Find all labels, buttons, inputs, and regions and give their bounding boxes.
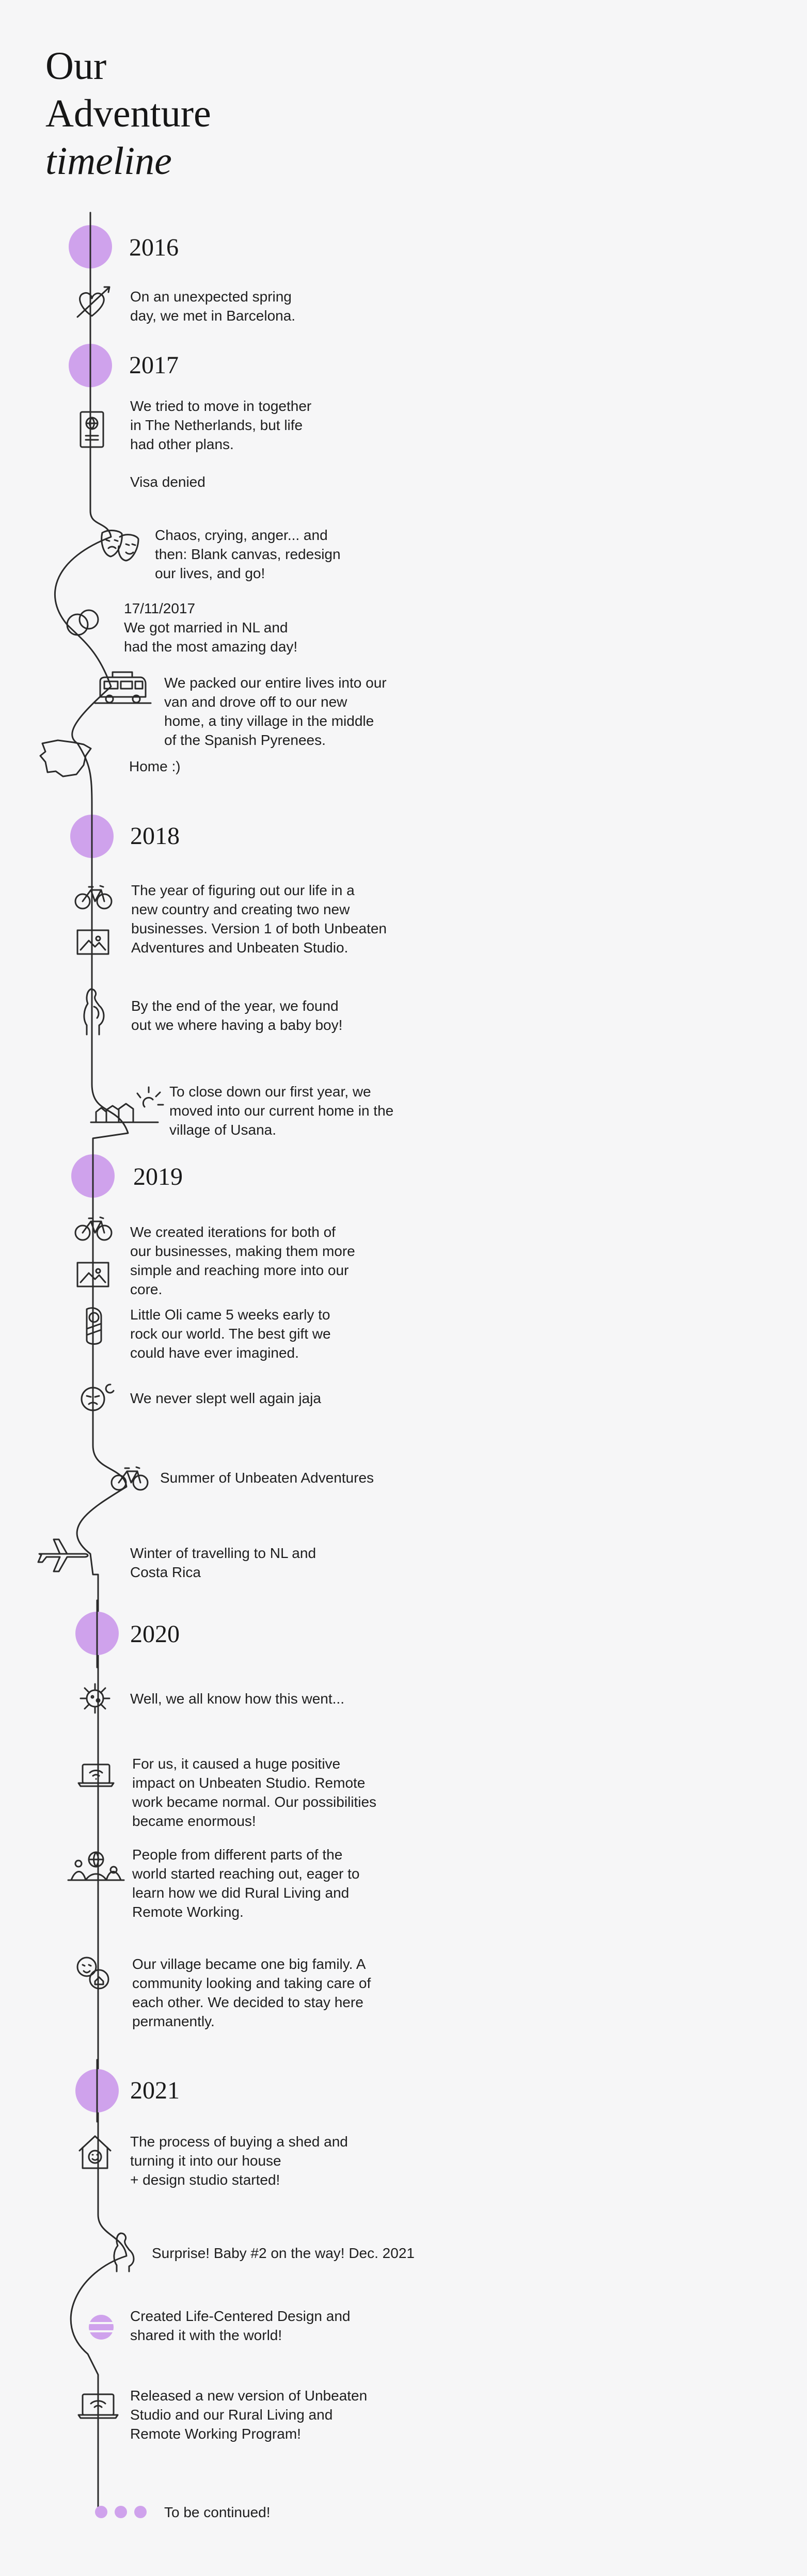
- event-text: By the end of the year, we found out we where having a baby boy!: [131, 998, 343, 1033]
- event-text: We packed our entire lives into our van and drove off to our new home, a tiny village in the middle of the Spanish Pyrenees.: [164, 675, 387, 748]
- year-label: 2017: [129, 352, 179, 379]
- life-centered-icon: [89, 2315, 114, 2340]
- event-text: Well, we all know how this went...: [130, 1691, 344, 1707]
- drama-masks-icon: [102, 531, 138, 561]
- year-label: 2018: [130, 822, 180, 850]
- wedding-rings-icon: [67, 610, 98, 635]
- year-label: 2021: [130, 2077, 180, 2104]
- event-text: We tried to move in together in The Netherlands, but life had other plans.: [130, 398, 312, 452]
- image-frame-icon: [77, 930, 108, 954]
- event-text: 17/11/2017 We got married in NL and had the most amazing day!: [124, 600, 298, 655]
- year-label: 2019: [133, 1163, 183, 1190]
- event-text: Visa denied: [130, 474, 205, 490]
- event-text: We never slept well again jaja: [130, 1390, 321, 1406]
- event-text: Home :): [129, 758, 181, 774]
- heart-arrow-icon: [77, 287, 109, 317]
- spain-map-icon: [40, 740, 91, 776]
- virus-icon: [81, 1684, 109, 1713]
- bicycle-icon: [112, 1467, 148, 1490]
- event-text: The process of buying a shed and turning it into our house + design studio started!: [130, 2134, 348, 2188]
- bicycle-icon: [75, 886, 112, 909]
- laptop-wifi-icon: [78, 1764, 114, 1786]
- event-text: Surprise! Baby #2 on the way! Dec. 2021: [152, 2245, 415, 2261]
- event-text: Winter of travelling to NL and Costa Rica: [130, 1545, 317, 1580]
- event-text: We created iterations for both of our businesses, making them more simple and reaching more into our core.: [130, 1224, 355, 1297]
- village-sunrise-icon: [91, 1087, 163, 1122]
- event-text: To close down our first year, we moved into our current home in the village of Usana.: [169, 1084, 394, 1138]
- house-smile-icon: [80, 2136, 110, 2168]
- title-line-1: Our: [45, 44, 107, 88]
- pregnancy-icon: [114, 2233, 134, 2271]
- event-text: For us, it caused a huge positive impact on Unbeaten Studio. Remote work became normal. Our possibilities became enormous!: [132, 1756, 377, 1829]
- event-text: Chaos, crying, anger... and then: Blank canvas, redesign our lives, and go!: [155, 527, 341, 581]
- year-label: 2016: [129, 234, 179, 261]
- passport-icon: [81, 412, 103, 447]
- event-text: The year of figuring out our life in a new country and creating two new businesses. Version 1 of both Unbeaten Adventures and Unbeaten Studio.: [131, 882, 387, 956]
- event-text: Summer of Unbeaten Adventures: [160, 1470, 374, 1486]
- event-text: People from different parts of the world started reaching out, eager to learn how we did Rural Living and Remote Working.: [132, 1847, 360, 1920]
- pregnancy-icon: [84, 989, 104, 1035]
- timeline-line: [55, 213, 128, 2509]
- event-text: To be continued!: [164, 2504, 271, 2520]
- title-line-2: Adventure: [45, 92, 211, 135]
- baby-icon: [87, 1308, 101, 1344]
- people-globe-icon: [68, 1852, 124, 1880]
- title-line-3: timeline: [45, 139, 172, 183]
- event-text: Little Oli came 5 weeks early to rock our world. The best gift we could have ever imagined.: [130, 1307, 331, 1361]
- event-text: Our village became one big family. A community looking and taking care of each other. We decided to stay here permanently.: [132, 1956, 371, 2029]
- dots-icon: [95, 2506, 147, 2518]
- community-icon: [77, 1958, 108, 1989]
- year-label: 2020: [130, 1620, 180, 1648]
- event-text: On an unexpected spring day, we met in Barcelona.: [130, 289, 296, 324]
- event-text: Created Life-Centered Design and shared it with the world!: [130, 2308, 351, 2343]
- event-text: Released a new version of Unbeaten Studio and our Rural Living and Remote Working Program!: [130, 2388, 368, 2442]
- tired-face-icon: [82, 1385, 114, 1410]
- van-icon: [95, 672, 151, 703]
